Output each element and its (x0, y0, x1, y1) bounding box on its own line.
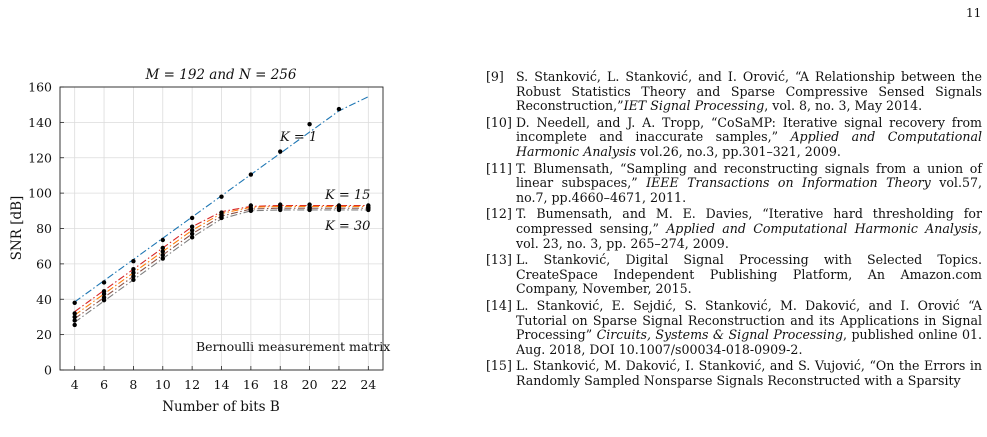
data-point (102, 298, 106, 302)
y-tick-label: 20 (36, 327, 52, 343)
x-tick-label: 22 (331, 377, 347, 392)
y-tick-label: 100 (28, 185, 52, 201)
page-number: 11 (966, 6, 982, 20)
data-point (161, 256, 165, 260)
reference-venue: IEEE Transactions on Information Theory (646, 175, 931, 191)
reference-text-part: vol.57, no.7, pp.4660–4671, 2011. (516, 175, 982, 205)
reference-venue: Applied and Computational Harmonic Analysis (666, 220, 978, 236)
y-tick-label: 80 (36, 221, 52, 236)
reference-number: [14] (486, 297, 512, 313)
x-tick-label: 18 (272, 377, 289, 392)
data-point (72, 323, 76, 327)
reference-number: [15] (486, 358, 512, 374)
chart-title: M = 192 and N = 256 (145, 67, 297, 83)
reference-number: [13] (486, 252, 512, 268)
x-tick-label: 8 (129, 377, 138, 392)
reference-item (486, 116, 982, 160)
data-point (249, 209, 253, 213)
x-tick-label: 16 (242, 377, 259, 392)
data-point (366, 208, 370, 212)
reference-item (486, 70, 982, 114)
reference-venue: Applied and Computational Harmonic Analysis (516, 129, 983, 159)
annotation-k30: K = 30 (325, 219, 371, 234)
annotation-matrix: Bernoulli measurement matrix (196, 339, 391, 354)
data-point (337, 208, 341, 212)
data-point (219, 194, 223, 198)
data-point (190, 216, 194, 220)
reference-text-part: , published online 01. Aug. 2018, DOI 10.1007/s00034-018-0909-2. (516, 327, 982, 357)
reference-text-part: L. Stanković, Digital Signal Processing with Selected Topics. CreateSpace Independent Publishing Platform, An Amazon.com Company, November, 2015. (516, 252, 982, 297)
data-point (190, 235, 194, 239)
reference-text-part: , vol. 8, no. 3, May 2014. (764, 98, 923, 114)
y-tick-label: 60 (36, 256, 52, 272)
reference-text (516, 161, 982, 205)
x-tick-label: 4 (70, 377, 79, 392)
x-tick-label: 6 (100, 377, 109, 392)
data-point (307, 122, 311, 126)
y-tick-label: 40 (36, 291, 52, 307)
data-point (219, 216, 223, 220)
reference-text (516, 206, 982, 250)
reference-number: [12] (486, 206, 512, 222)
reference-number: [11] (486, 160, 512, 176)
data-point (278, 208, 282, 212)
reference-text-part: D. Needell, and J. A. Tropp, “CoSaMP: Iterative signal recovery from incomplete and inaccurate samples,” (516, 114, 982, 145)
annotation-k1: K = 1 (280, 130, 318, 145)
data-point (278, 149, 282, 153)
y-tick-label: 160 (28, 79, 52, 95)
reference-text-part: , vol. 23, no. 3, pp. 265–274, 2009. (516, 220, 982, 251)
reference-text-part: vol.26, no.3, pp.301–321, 2009. (636, 143, 841, 159)
reference-item (486, 253, 982, 297)
y-tick-label: 120 (28, 150, 52, 166)
annotation-k15: K = 15 (325, 188, 371, 203)
data-point (131, 259, 135, 263)
data-point (249, 172, 253, 176)
x-tick-label: 12 (184, 377, 201, 392)
data-point (72, 301, 76, 305)
reference-text-part: S. Stanković, L. Stanković, and I. Orović, “A Relationship between the Robust Statistics Theory and Sparse Compressive Sensed Signals Reconstruction,” (516, 69, 982, 114)
reference-number: [9] (486, 69, 504, 84)
x-axis-label: Number of bits B (162, 399, 280, 415)
y-axis-label: SNR [dB] (9, 195, 25, 261)
x-tick-label: 10 (154, 377, 171, 392)
data-point (102, 280, 106, 284)
y-tick-label: 140 (28, 114, 52, 130)
x-tick-label: 14 (213, 377, 230, 392)
reference-text-part: T. Blumensath, “Sampling and reconstructing signals from a union of linear subspaces,” (516, 160, 982, 191)
data-point (72, 318, 76, 322)
reference-text (516, 252, 982, 296)
reference-venue: IET Signal Processing (623, 98, 765, 114)
data-point (307, 208, 311, 212)
reference-number: [10] (486, 114, 512, 130)
reference-text (516, 298, 982, 357)
snr-chart (0, 0, 480, 437)
reference-text-part: L. Stanković, E. Sejdić, S. Stanković, M. Daković, and I. Orović “A Tutorial on Sparse Signal Reconstruction and its Applications in Signal Processing” (516, 297, 982, 343)
reference-item (486, 207, 982, 251)
reference-text (516, 69, 982, 113)
reference-text (516, 115, 982, 159)
data-point (161, 238, 165, 242)
data-point (131, 278, 135, 282)
reference-item (486, 162, 982, 206)
data-point (337, 107, 341, 111)
reference-item (486, 359, 982, 388)
reference-venue: Circuits, Systems & Signal Processing (596, 327, 844, 343)
x-tick-label: 20 (301, 377, 318, 392)
reference-item (486, 299, 982, 357)
reference-text-part: L. Stanković, M. Daković, I. Stanković, and S. Vujović, “On the Errors in Randomly Sampled Nonsparse Signals Reconstructed with a Sparsity (516, 358, 982, 388)
references-list (486, 70, 982, 390)
y-tick-label: 0 (44, 362, 52, 378)
reference-text (516, 358, 982, 388)
x-tick-label: 24 (360, 377, 377, 392)
reference-text-part: T. Bumensath, and M. E. Davies, “Iterative hard thresholding for compressed sensing,” (516, 206, 982, 236)
